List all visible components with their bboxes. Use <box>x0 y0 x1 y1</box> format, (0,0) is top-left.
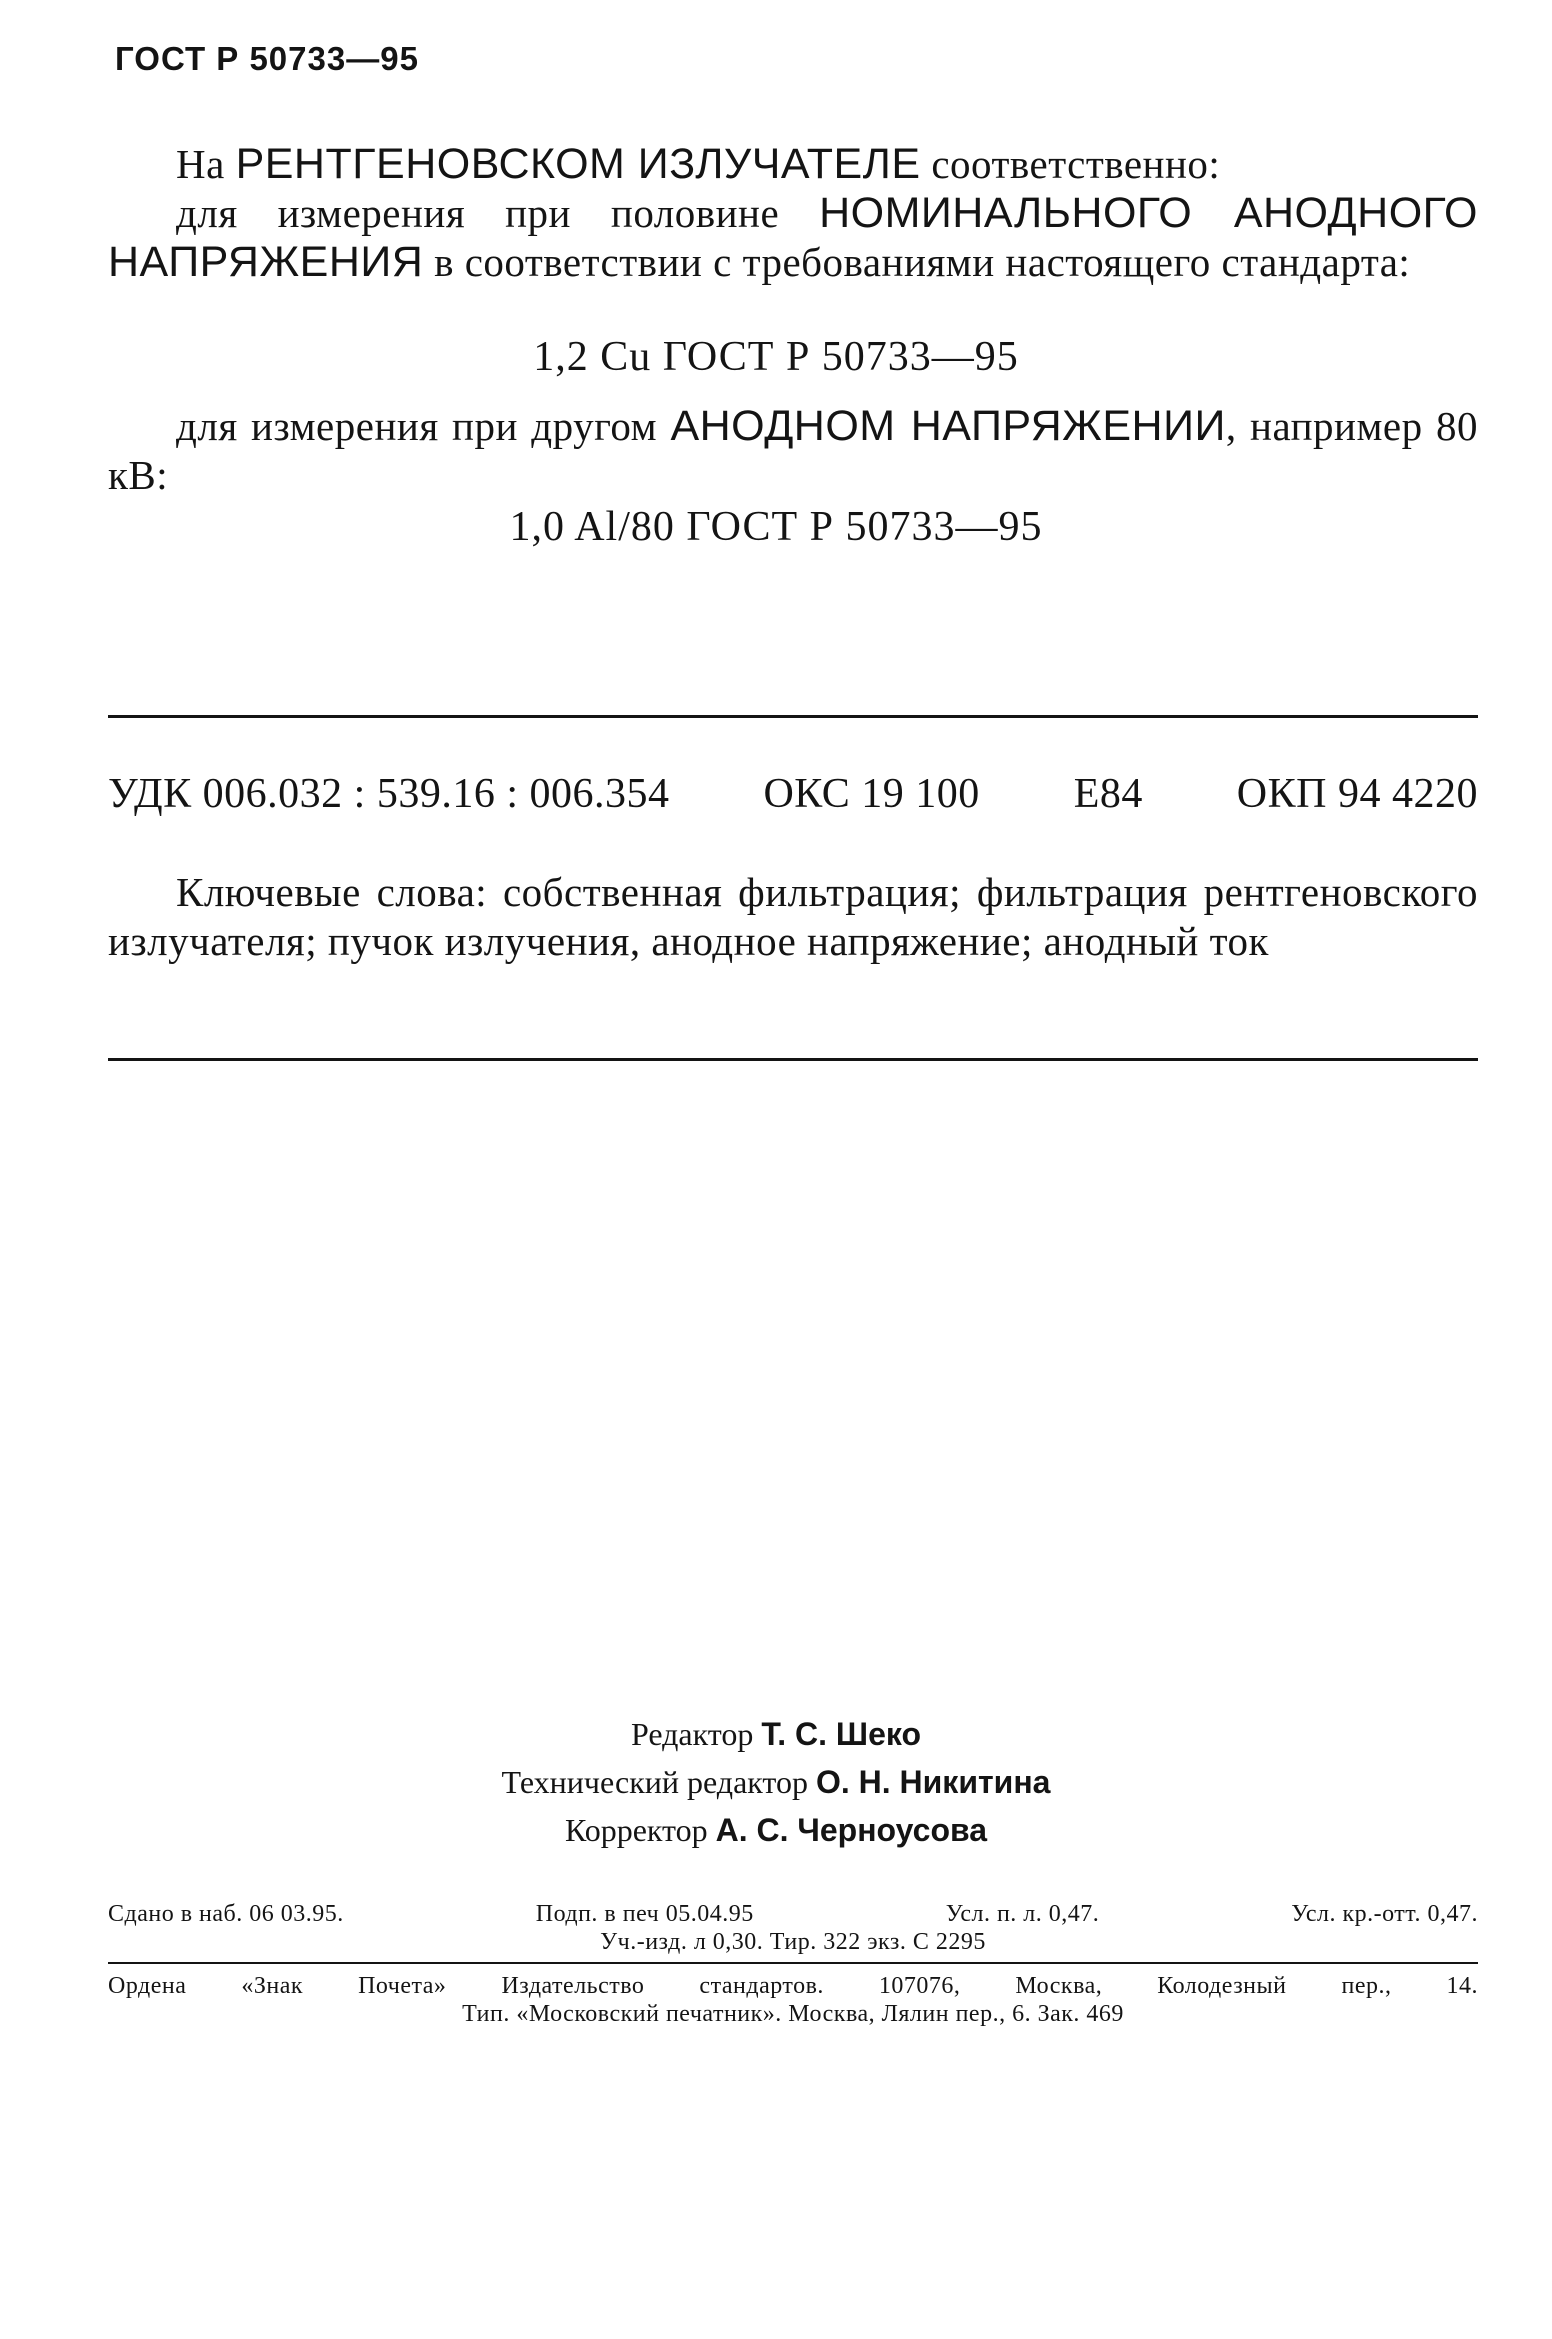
divider-bottom <box>108 1058 1478 1061</box>
example-1: 1,2 Cu ГОСТ Р 50733—95 <box>533 334 1019 380</box>
paragraph-line-1: На РЕНТГЕНОВСКОМ ИЗЛУЧАТЕЛЕ соответственно: <box>176 140 1221 188</box>
imprint-printer-line: Тип. «Московский печатник». Москва, Лялин пер., 6. Зак. 469 <box>462 2001 1124 2027</box>
paragraph-line-2: для измерения при половине НОМИНАЛЬНОГО АНОДНОГО НАПРЯЖЕНИЯ в соответствии с требованиями настоящего стандарта: <box>108 189 1478 286</box>
imprint-production <box>108 1900 1478 1956</box>
oks-code: ОКС 19 100 <box>763 771 980 817</box>
example-2: 1,0 Al/80 ГОСТ Р 50733—95 <box>509 504 1043 550</box>
paragraph-emitter-marking <box>108 140 1478 287</box>
imprint-row <box>108 1900 1478 1928</box>
okp-code: ОКП 94 4220 <box>1236 771 1478 817</box>
credit-corrector: Корректор А. С. Черноусова <box>564 1812 988 1848</box>
classification-line <box>108 770 1478 818</box>
credit-editor: Редактор Т. С. Шеко <box>630 1716 922 1752</box>
document-header: ГОСТ Р 50733—95 <box>115 40 419 77</box>
paragraph-other-voltage: для измерения при другом АНОДНОМ НАПРЯЖЕНИИ, например 80 кВ: <box>108 402 1478 498</box>
imprint-signed: Подп. в печ 05.04.95 <box>535 1901 754 1927</box>
imprint-divider <box>108 1962 1478 1964</box>
credits-block <box>0 1710 1552 1854</box>
keywords: Ключевые слова: собственная фильтрация; фильтрация рентгеновского излучателя; пучок излучения, анодное напряжение; анодный ток <box>108 869 1478 964</box>
imprint-print-sheets: Усл. п. л. 0,47. <box>945 1901 1100 1927</box>
imprint-submitted: Сдано в наб. 06 03.95. <box>108 1901 344 1927</box>
imprint-color-prints: Усл. кр.-отт. 0,47. <box>1291 1901 1478 1927</box>
divider-top <box>108 715 1478 718</box>
credit-tech-editor: Технический редактор О. Н. Никитина <box>501 1764 1051 1800</box>
imprint-edition: Уч.-изд. л 0,30. Тир. 322 экз. С 2295 <box>600 1929 986 1955</box>
imprint-publisher-line: Ордена «Знак Почета» Издательство стандартов. 107076, Москва, Колодезный пер., 14. <box>108 1973 1478 1999</box>
udk-code: УДК 006.032 : 539.16 : 006.354 <box>108 771 670 817</box>
e-code: Е84 <box>1073 771 1143 817</box>
imprint-publisher <box>108 1972 1478 2028</box>
